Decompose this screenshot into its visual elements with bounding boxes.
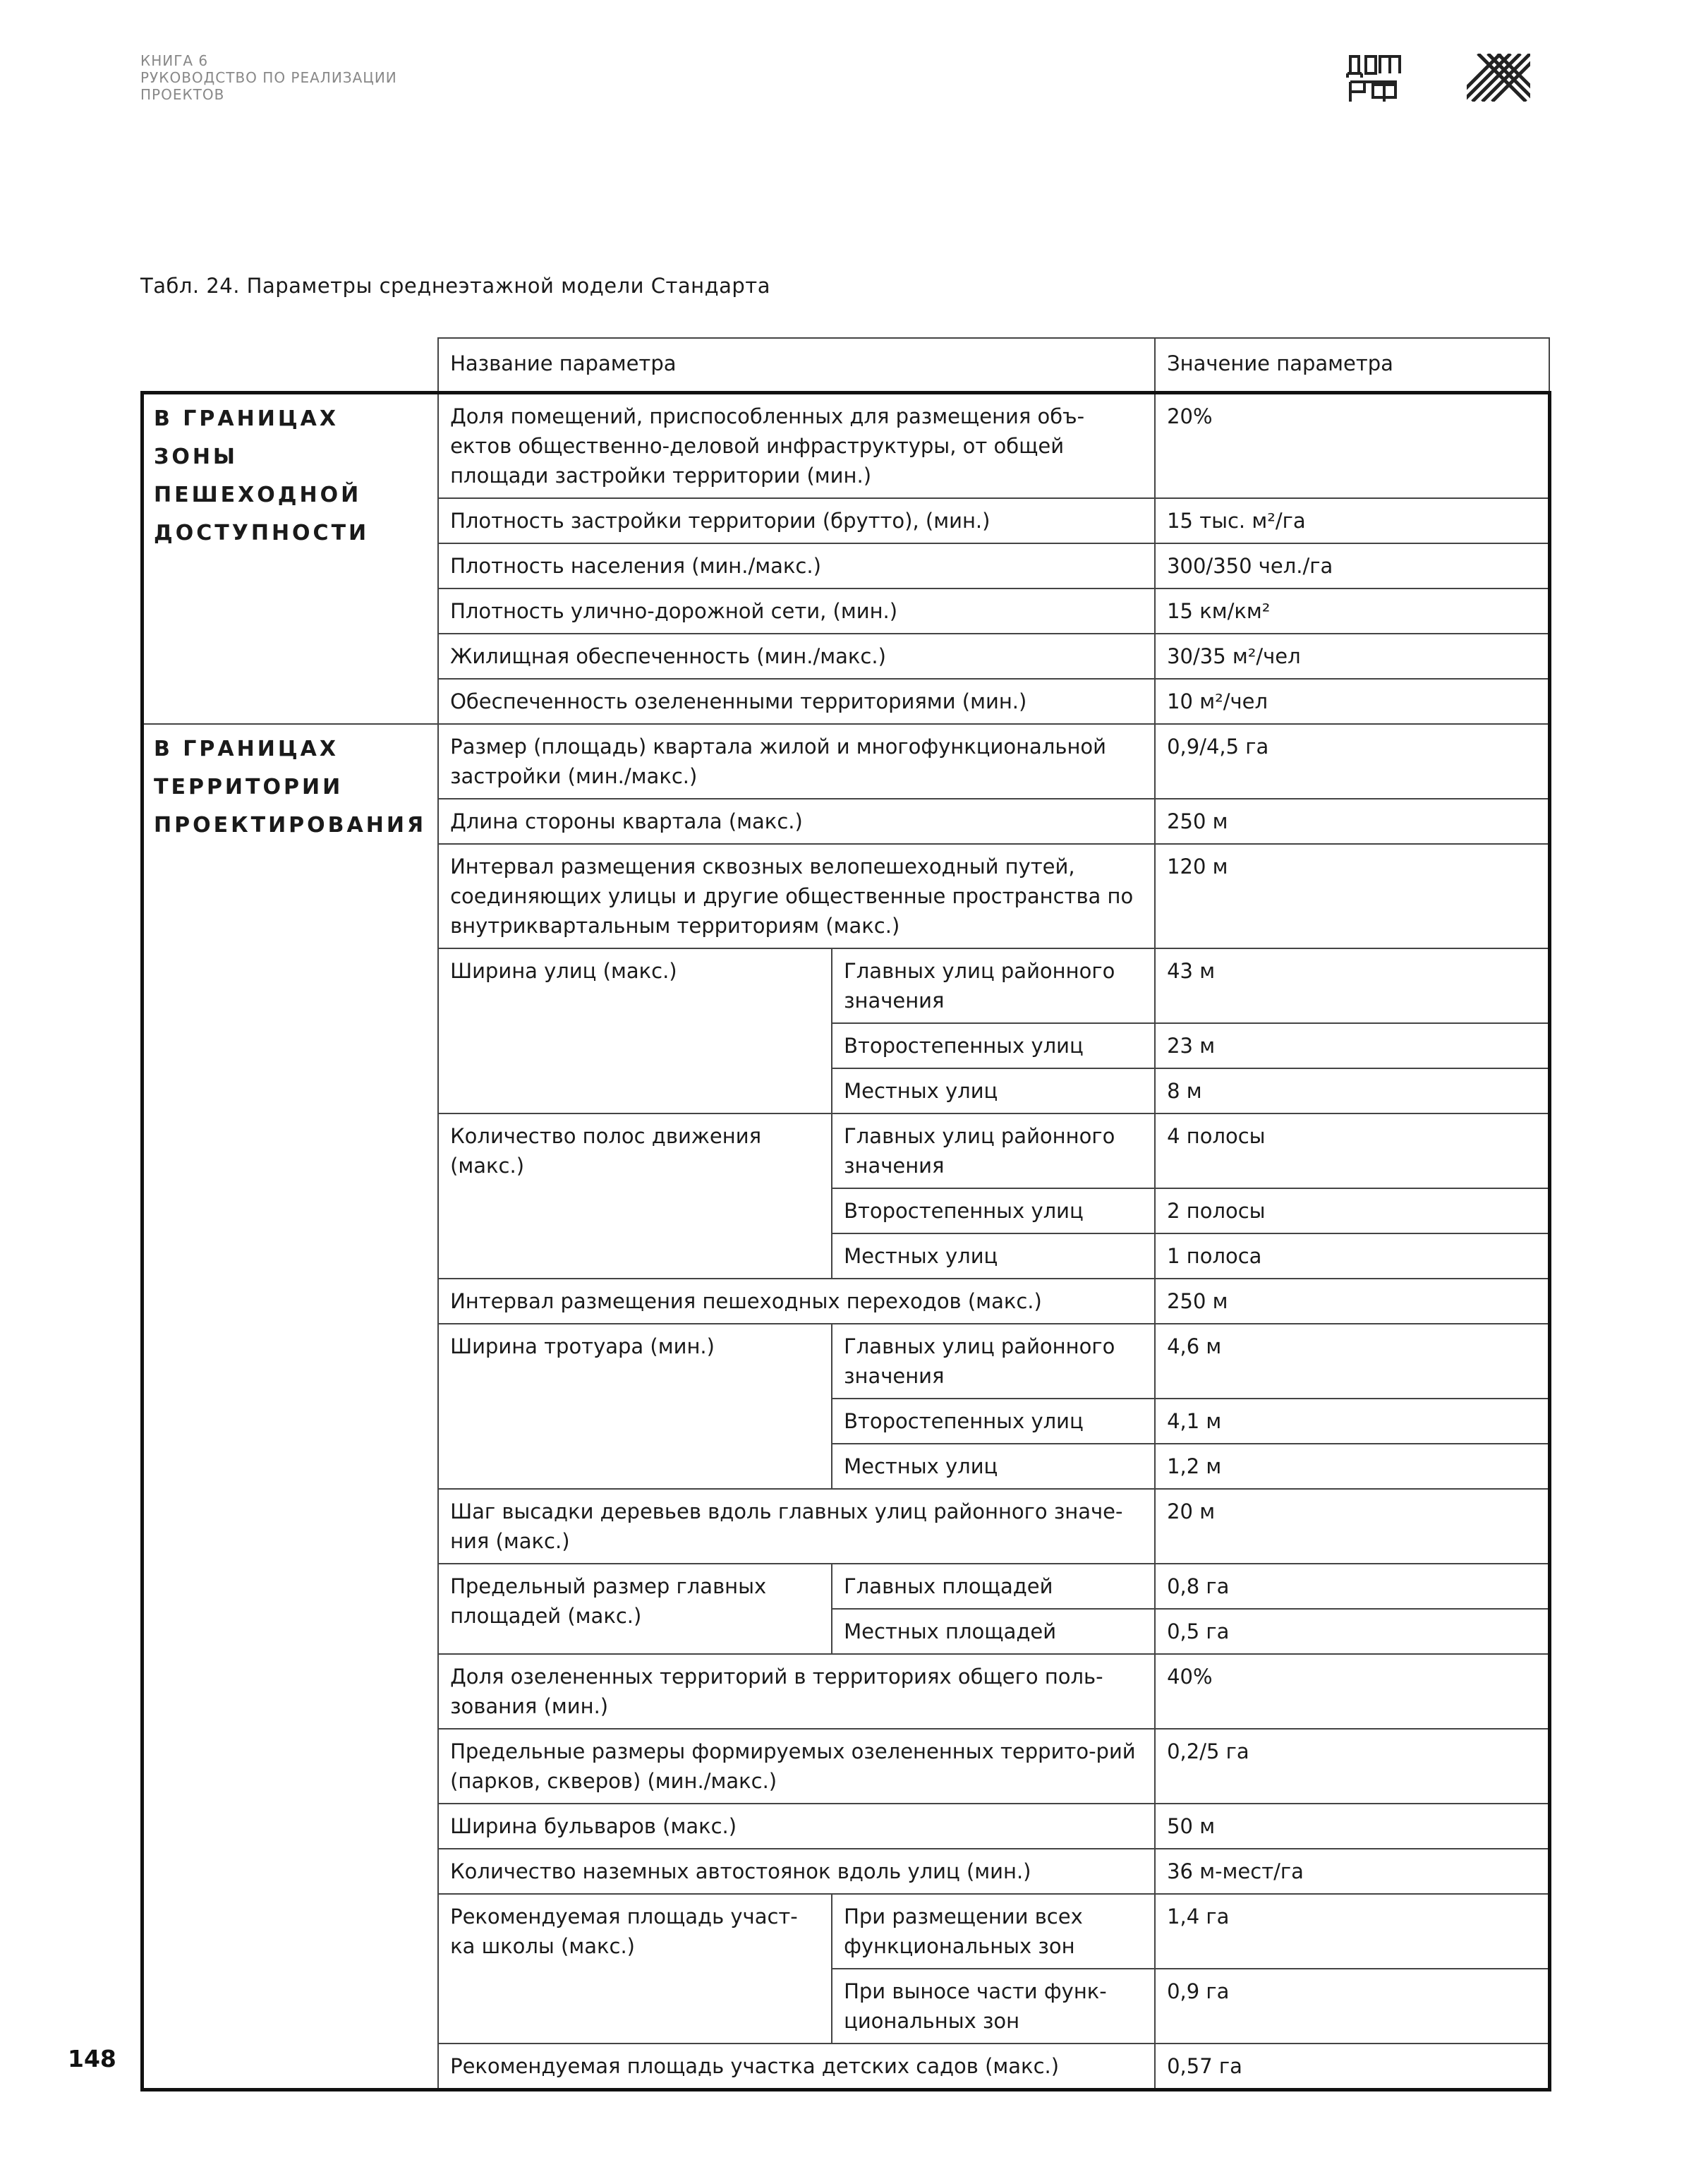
page-number: 148	[68, 2045, 116, 2072]
parameters-table	[140, 337, 1551, 2091]
param-value: 0,5 га	[1155, 1609, 1549, 1654]
table-row	[143, 393, 1550, 499]
param-value: 4,6 м	[1155, 1324, 1549, 1399]
running-header	[140, 52, 397, 103]
param-value: 0,57 га	[1155, 2044, 1549, 2090]
param-value: 30/35 м²/чел	[1155, 634, 1549, 679]
param-name: Количество полос движения (макс.)	[438, 1113, 832, 1279]
param-value: 4,1 м	[1155, 1399, 1549, 1444]
param-subname: Главных улиц районного значения	[832, 1113, 1155, 1188]
param-name: Ширина бульваров (макс.)	[438, 1804, 1155, 1849]
param-value: 250 м	[1155, 1279, 1549, 1324]
param-subname: Местных улиц	[832, 1233, 1155, 1279]
param-name: Ширина улиц (макс.)	[438, 948, 832, 1113]
param-name: Плотность застройки территории (брутто), (мин.)	[438, 498, 1155, 543]
param-name: Плотность населения (мин./макс.)	[438, 543, 1155, 588]
param-name: Плотность улично-дорожной сети, (мин.)	[438, 588, 1155, 634]
header-param-value: Значение параметра	[1155, 338, 1549, 393]
book-title-line2: ПРОЕКТОВ	[140, 86, 225, 103]
section-pedestrian-zone: В ГРАНИЦАХ ЗОНЫ ПЕШЕХОДНОЙ ДОСТУПНОСТИ	[143, 393, 439, 725]
param-value: 15 км/км²	[1155, 588, 1549, 634]
param-value: 2 полосы	[1155, 1188, 1549, 1233]
param-value: 43 м	[1155, 948, 1549, 1023]
hatched-cross-logo	[1467, 54, 1530, 102]
param-subname: Главных улиц районного значения	[832, 948, 1155, 1023]
param-value: 50 м	[1155, 1804, 1549, 1849]
param-name: Рекомендуемая площадь участка детских садов (макс.)	[438, 2044, 1155, 2090]
param-name: Жилищная обеспеченность (мин./макс.)	[438, 634, 1155, 679]
param-subname: При размещении всех функциональных зон	[832, 1894, 1155, 1969]
param-subname: Второстепенных улиц	[832, 1188, 1155, 1233]
param-value: 20%	[1155, 393, 1549, 499]
param-value: 40%	[1155, 1654, 1549, 1729]
param-name: Рекомендуемая площадь участ-ка школы (макс.)	[438, 1894, 832, 2044]
param-value: 1,4 га	[1155, 1894, 1549, 1969]
param-value: 36 м-мест/га	[1155, 1849, 1549, 1894]
table-header-row	[143, 338, 1550, 393]
param-value: 250 м	[1155, 799, 1549, 844]
param-subname: Местных улиц	[832, 1068, 1155, 1113]
header-param-name: Название параметра	[438, 338, 1155, 393]
section-design-territory: В ГРАНИЦАХ ТЕРРИТОРИИ ПРОЕКТИРОВАНИЯ	[143, 724, 439, 2090]
param-value: 0,9/4,5 га	[1155, 724, 1549, 799]
param-subname: Главных площадей	[832, 1564, 1155, 1609]
param-value: 15 тыс. м²/га	[1155, 498, 1549, 543]
param-value: 1,2 м	[1155, 1444, 1549, 1489]
param-value: 120 м	[1155, 844, 1549, 948]
param-subname: Второстепенных улиц	[832, 1399, 1155, 1444]
param-name: Интервал размещения сквозных велопешеходный путей, соединяющих улицы и другие общественные пространства по внутриквартальным территориям (макс.)	[438, 844, 1155, 948]
param-name: Количество наземных автостоянок вдоль улиц (мин.)	[438, 1849, 1155, 1894]
param-subname: Главных улиц районного значения	[832, 1324, 1155, 1399]
header-blank-cell	[143, 338, 439, 393]
param-subname: Второстепенных улиц	[832, 1023, 1155, 1068]
table-caption: Табл. 24. Параметры среднеэтажной модели Стандарта	[140, 274, 770, 298]
param-value: 1 полоса	[1155, 1233, 1549, 1279]
param-name: Предельный размер главных площадей (макс.)	[438, 1564, 832, 1654]
param-value: 23 м	[1155, 1023, 1549, 1068]
param-name: Обеспеченность озелененными территориями (мин.)	[438, 679, 1155, 724]
param-name: Шаг высадки деревьев вдоль главных улиц районного значе-ния (макс.)	[438, 1489, 1155, 1564]
dom-rf-logo	[1346, 54, 1403, 104]
param-name: Интервал размещения пешеходных переходов (макс.)	[438, 1279, 1155, 1324]
param-value: 300/350 чел./га	[1155, 543, 1549, 588]
book-label: КНИГА 6	[140, 52, 209, 69]
param-value: 8 м	[1155, 1068, 1549, 1113]
param-subname: Местных площадей	[832, 1609, 1155, 1654]
book-title-line1: РУКОВОДСТВО ПО РЕАЛИЗАЦИИ	[140, 69, 397, 86]
param-value: 0,2/5 га	[1155, 1729, 1549, 1804]
param-value: 4 полосы	[1155, 1113, 1549, 1188]
param-name: Длина стороны квартала (макс.)	[438, 799, 1155, 844]
param-name: Доля озелененных территорий в территориях общего поль-зования (мин.)	[438, 1654, 1155, 1729]
param-name: Доля помещений, приспособленных для размещения объ-ектов общественно-деловой инфраструктуры, от общей площади застройки территории (мин.)	[438, 393, 1155, 499]
param-value: 20 м	[1155, 1489, 1549, 1564]
param-name: Предельные размеры формируемых озелененных террито-рий (парков, скверов) (мин./макс.)	[438, 1729, 1155, 1804]
param-value: 0,9 га	[1155, 1969, 1549, 2044]
param-subname: При выносе части функ-циональных зон	[832, 1969, 1155, 2044]
table-row	[143, 724, 1550, 799]
param-value: 0,8 га	[1155, 1564, 1549, 1609]
param-name: Размер (площадь) квартала жилой и многофункциональной застройки (мин./макс.)	[438, 724, 1155, 799]
param-subname: Местных улиц	[832, 1444, 1155, 1489]
param-value: 10 м²/чел	[1155, 679, 1549, 724]
param-name: Ширина тротуара (мин.)	[438, 1324, 832, 1489]
